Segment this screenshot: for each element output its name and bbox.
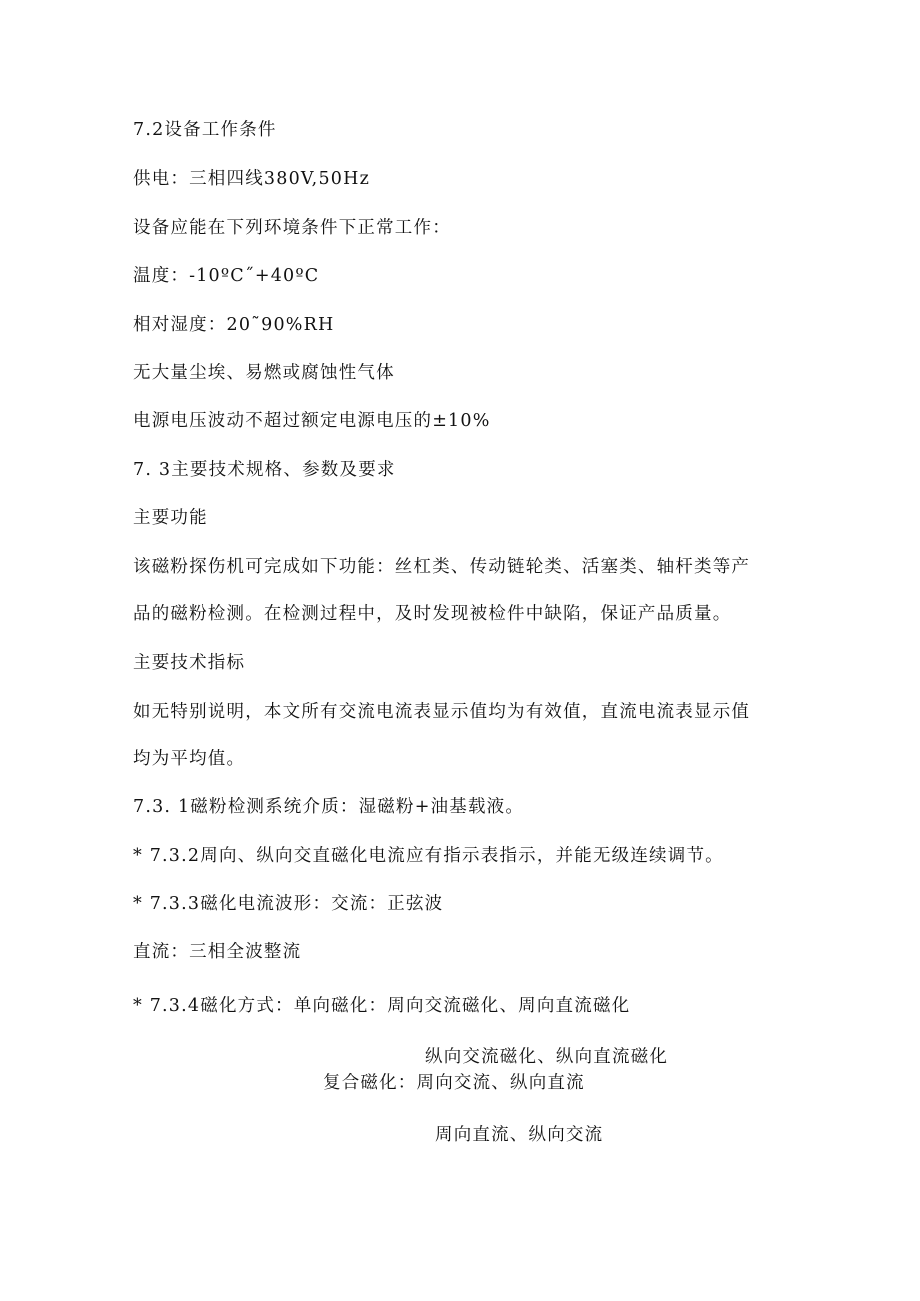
dust-line: 无大量尘埃、易燃或腐蚀性气体 (133, 363, 395, 383)
humidity-line: 相对湿度：20˜90%RH (133, 315, 335, 335)
functions-paragraph-line-1: 该磁粉探伤机可完成如下功能：丝杠类、传动链轮类、活塞类、轴杆类等产 (133, 557, 751, 577)
composite-magnetization-line: 复合磁化：周向交流、纵向直流 (323, 1073, 585, 1093)
environment-intro-line: 设备应能在下列环境条件下正常工作： (133, 218, 451, 238)
voltage-fluctuation-line: 电源电压波动不超过额定电源电压的±10% (133, 411, 491, 431)
power-supply-line: 供电：三相四线380V,50Hz (133, 169, 370, 189)
indicators-paragraph-line-1: 如无特别说明，本文所有交流电流表显示值均为有效值，直流电流表显示值 (133, 702, 751, 722)
longitudinal-magnetization-line: 纵向交流磁化、纵向直流磁化 (425, 1047, 669, 1067)
composite-magnetization-line-2: 周向直流、纵向交流 (435, 1125, 604, 1145)
item-7-3-4: * 7.3.4磁化方式：单向磁化：周向交流磁化、周向直流磁化 (133, 996, 631, 1016)
section-heading-7-3: 7. 3主要技术规格、参数及要求 (133, 460, 396, 480)
item-7-3-2: * 7.3.2周向、纵向交直磁化电流应有指示表指示，并能无级连续调节。 (133, 846, 724, 866)
technical-indicators-heading: 主要技术指标 (133, 653, 246, 673)
item-7-3-1: 7.3. 1磁粉检测系统介质：湿磁粉+油基载液。 (133, 797, 525, 817)
dc-waveform-line: 直流：三相全波整流 (133, 942, 302, 962)
functions-paragraph-line-2: 品的磁粉检测。在检测过程中，及时发现被检件中缺陷，保证产品质量。 (133, 604, 732, 624)
indicators-paragraph-line-2: 均为平均值。 (133, 749, 246, 769)
temperature-line: 温度：-10ºC˝+40ºC (133, 266, 320, 286)
section-heading-7-2: 7.2设备工作条件 (133, 120, 277, 140)
item-7-3-3: * 7.3.3磁化电流波形：交流：正弦波 (133, 894, 444, 914)
main-functions-heading: 主要功能 (133, 508, 208, 528)
